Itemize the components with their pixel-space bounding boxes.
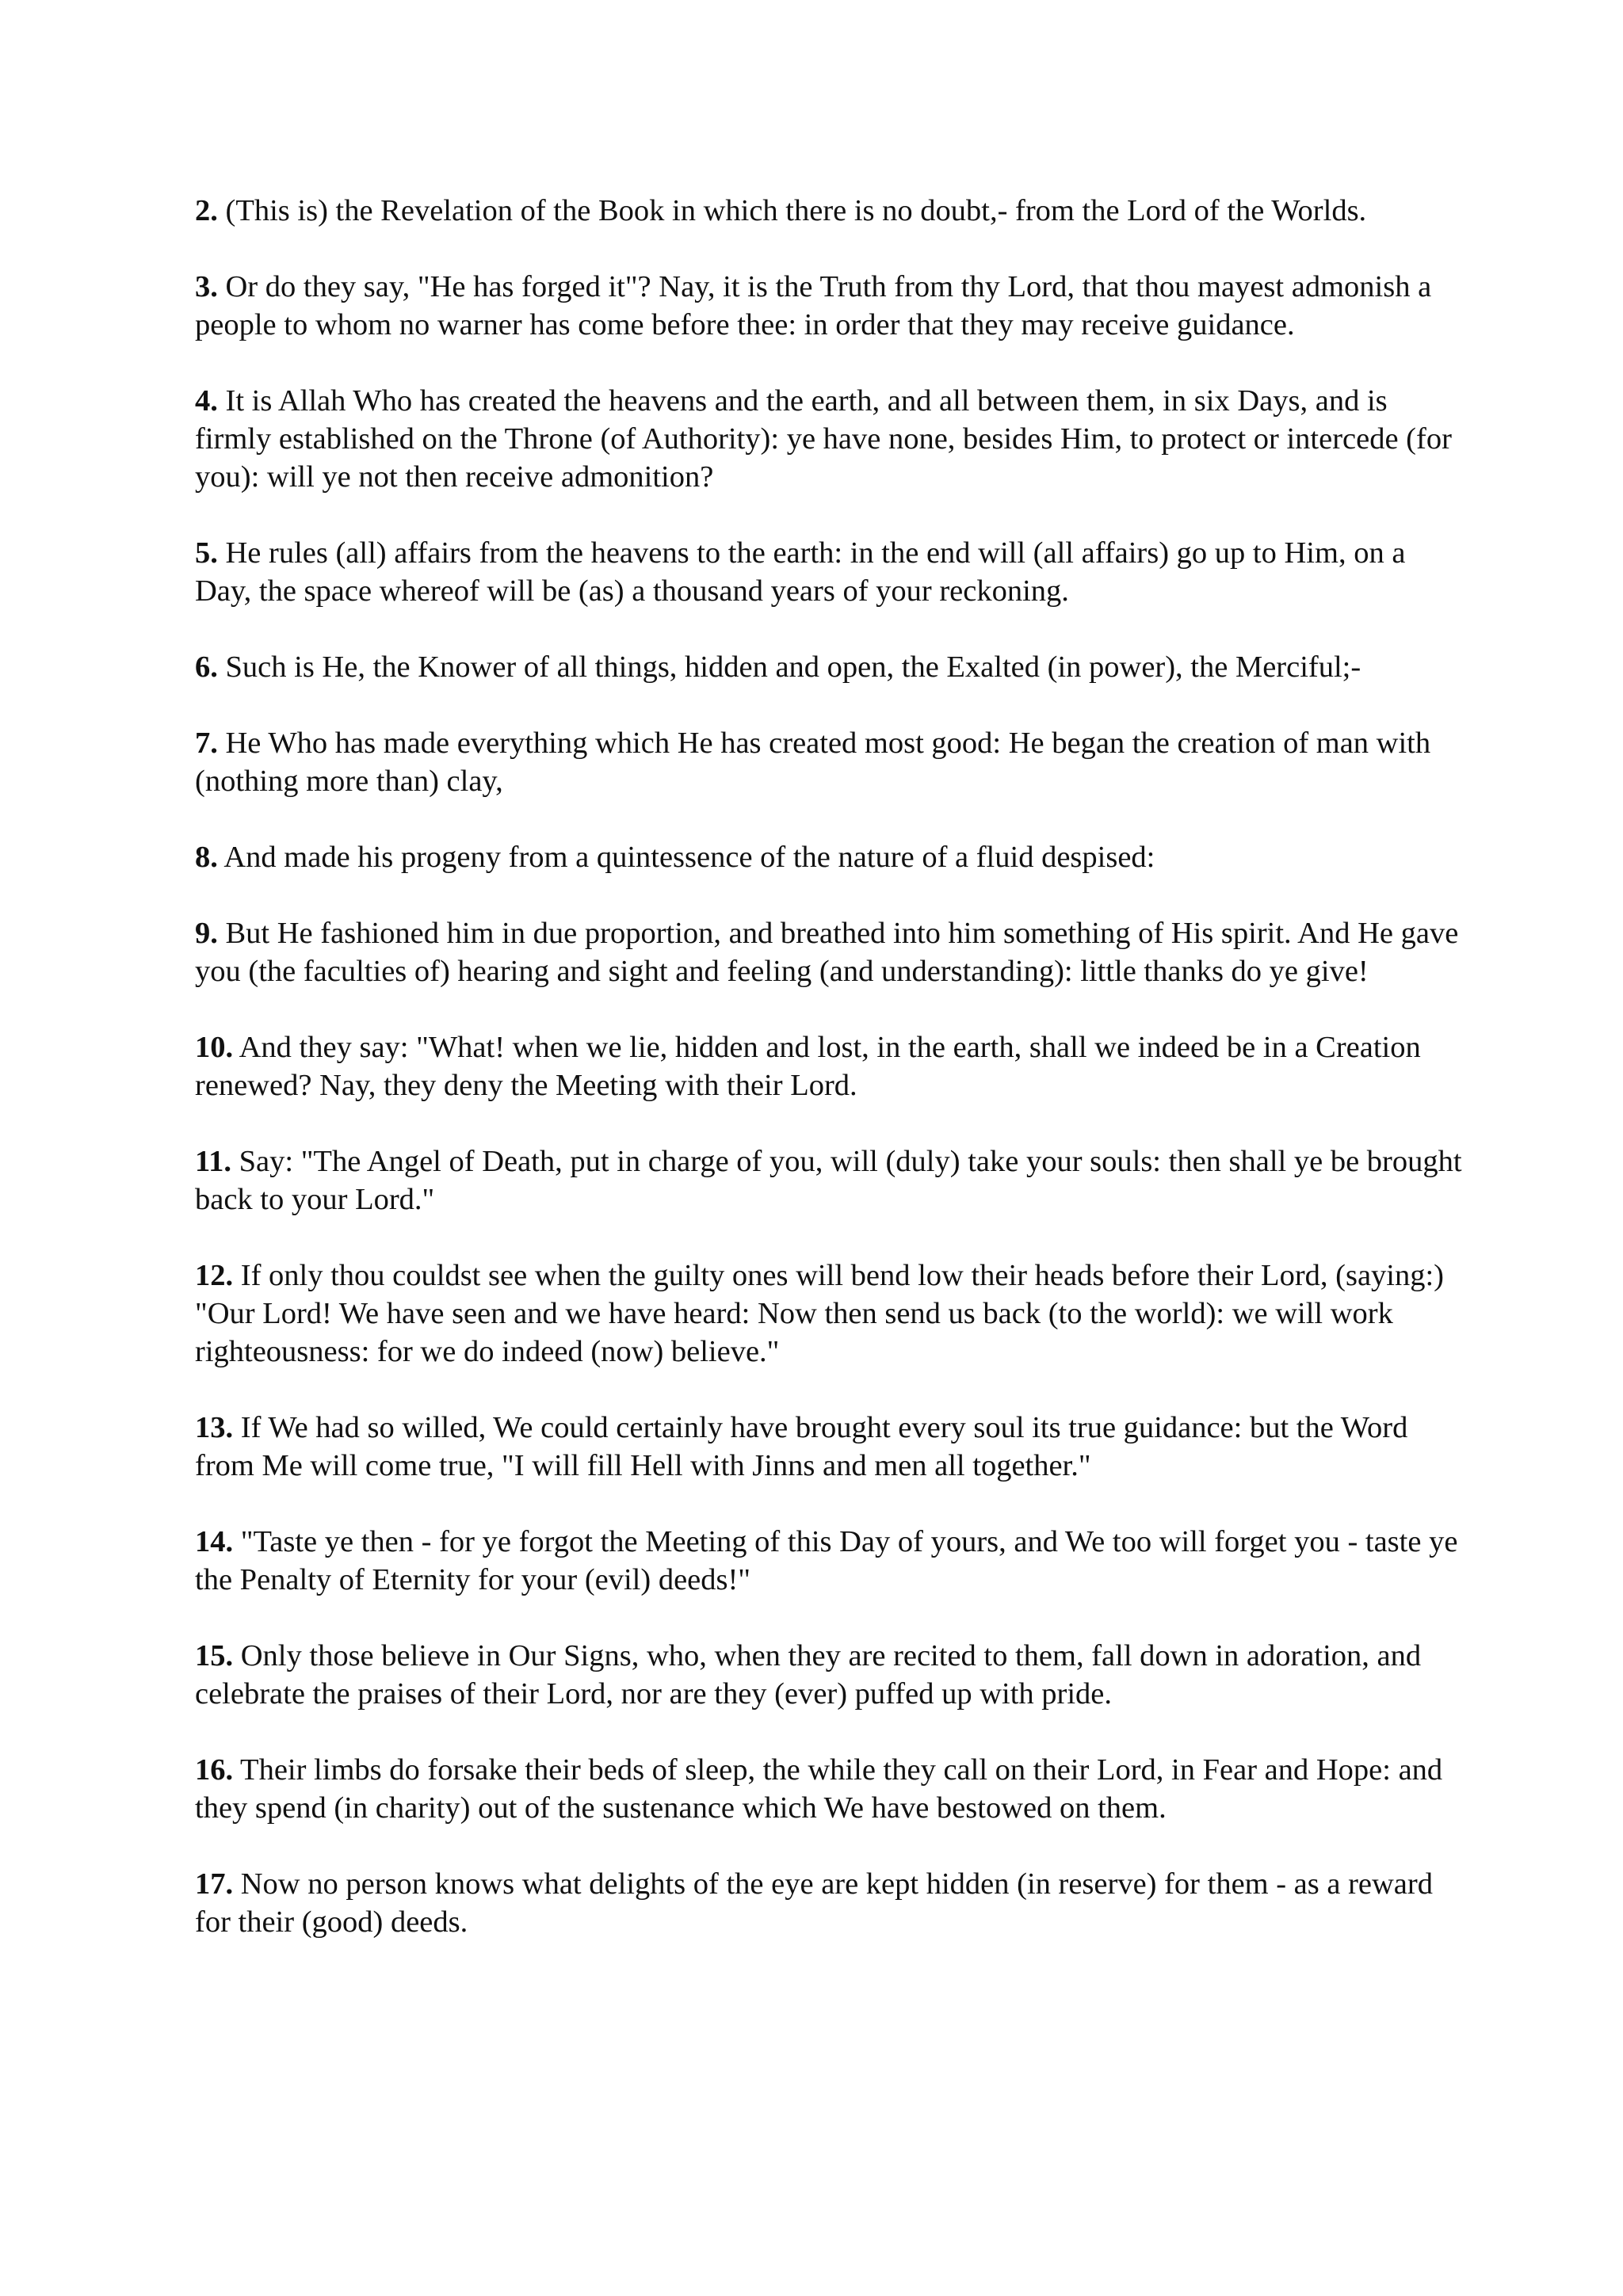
verse-number: 17. [195,1867,234,1901]
verse-10 [195,1028,1463,1104]
verse-text: Such is He, the Knower of all things, hidden and open, the Exalted (in power), the Merciful;- [217,650,1361,684]
verse-4 [195,382,1463,496]
verse-12 [195,1257,1463,1371]
verse-text: If We had so willed, We could certainly have brought every soul its true guidance: but the Word from Me will come true, "I will fill Hell with Jinns and men all together." [195,1411,1408,1482]
verse-number: 15. [195,1639,234,1672]
verse-text: If only thou couldst see when the guilty ones will bend low their heads before their Lord, (saying:) "Our Lord! We have seen and we have heard: Now then send us back (to the world): we will work righteousness: for we do indeed (now) believe." [195,1259,1444,1368]
verse-16 [195,1751,1463,1827]
verse-14 [195,1523,1463,1599]
verse-number: 9. [195,917,218,950]
verse-list [195,192,1463,1979]
verse-3 [195,268,1463,344]
verse-number: 3. [195,270,218,303]
verse-8 [195,838,1463,876]
verse-text: Their limbs do forsake their beds of sleep, the while they call on their Lord, in Fear and Hope: and they spend (in charity) out of the sustenance which We have bestowed on them. [195,1753,1443,1825]
verse-text: It is Allah Who has created the heavens and the earth, and all between them, in six Days, and is firmly established on the Throne (of Authority): ye have none, besides Him, to protect or intercede (for you): will ye not then receive admonition? [195,384,1452,494]
verse-text: And they say: "What! when we lie, hidden and lost, in the earth, shall we indeed be in a Creation renewed? Nay, they deny the Meeting with their Lord. [195,1031,1421,1102]
verse-11 [195,1142,1463,1219]
verse-text: "Taste ye then - for ye forgot the Meeting of this Day of yours, and We too will forget you - taste ye the Penalty of Eternity for your (evil) deeds!" [195,1525,1458,1596]
verse-15 [195,1637,1463,1713]
verse-text: He Who has made everything which He has created most good: He began the creation of man with (nothing more than) clay, [195,727,1431,798]
verse-number: 16. [195,1753,234,1787]
verse-17 [195,1865,1463,1941]
verse-6 [195,648,1463,686]
verse-text: Say: "The Angel of Death, put in charge of you, will (duly) take your souls: then shall ye be brought back to your Lord." [195,1145,1462,1216]
verse-number: 8. [195,841,218,874]
verse-number: 12. [195,1259,234,1292]
verse-number: 2. [195,194,218,227]
verse-number: 4. [195,384,218,418]
verse-text: And made his progeny from a quintessence of the nature of a fluid despised: [217,841,1155,874]
verse-number: 13. [195,1411,234,1444]
verse-5 [195,534,1463,610]
verse-number: 11. [195,1145,232,1178]
verse-text: (This is) the Revelation of the Book in which there is no doubt,- from the Lord of the Worlds. [217,194,1367,227]
verse-text: But He fashioned him in due proportion, and breathed into him something of His spirit. And He gave you (the faculties of) hearing and sight and feeling (and understanding): little thanks do ye give! [195,917,1459,988]
verse-number: 14. [195,1525,234,1558]
verse-number: 7. [195,727,218,760]
verse-text: He rules (all) affairs from the heavens to the earth: in the end will (all affairs) go up to Him, on a Day, the space whereof will be (as) a thousand years of your reckoning. [195,536,1406,608]
verse-7 [195,724,1463,800]
verse-text: Now no person knows what delights of the eye are kept hidden (in reserve) for them - as a reward for their (good) deeds. [195,1867,1433,1939]
verse-number: 6. [195,650,218,684]
verse-9 [195,914,1463,990]
verse-text: Or do they say, "He has forged it"? Nay, it is the Truth from thy Lord, that thou mayest admonish a people to whom no warner has come before thee: in order that they may receive guidance. [195,270,1432,341]
verse-2 [195,192,1463,230]
verse-number: 5. [195,536,218,570]
verse-13 [195,1409,1463,1485]
verse-text: Only those believe in Our Signs, who, when they are recited to them, fall down in adoration, and celebrate the praises of their Lord, nor are they (ever) puffed up with pride. [195,1639,1422,1711]
verse-number: 10. [195,1031,234,1064]
